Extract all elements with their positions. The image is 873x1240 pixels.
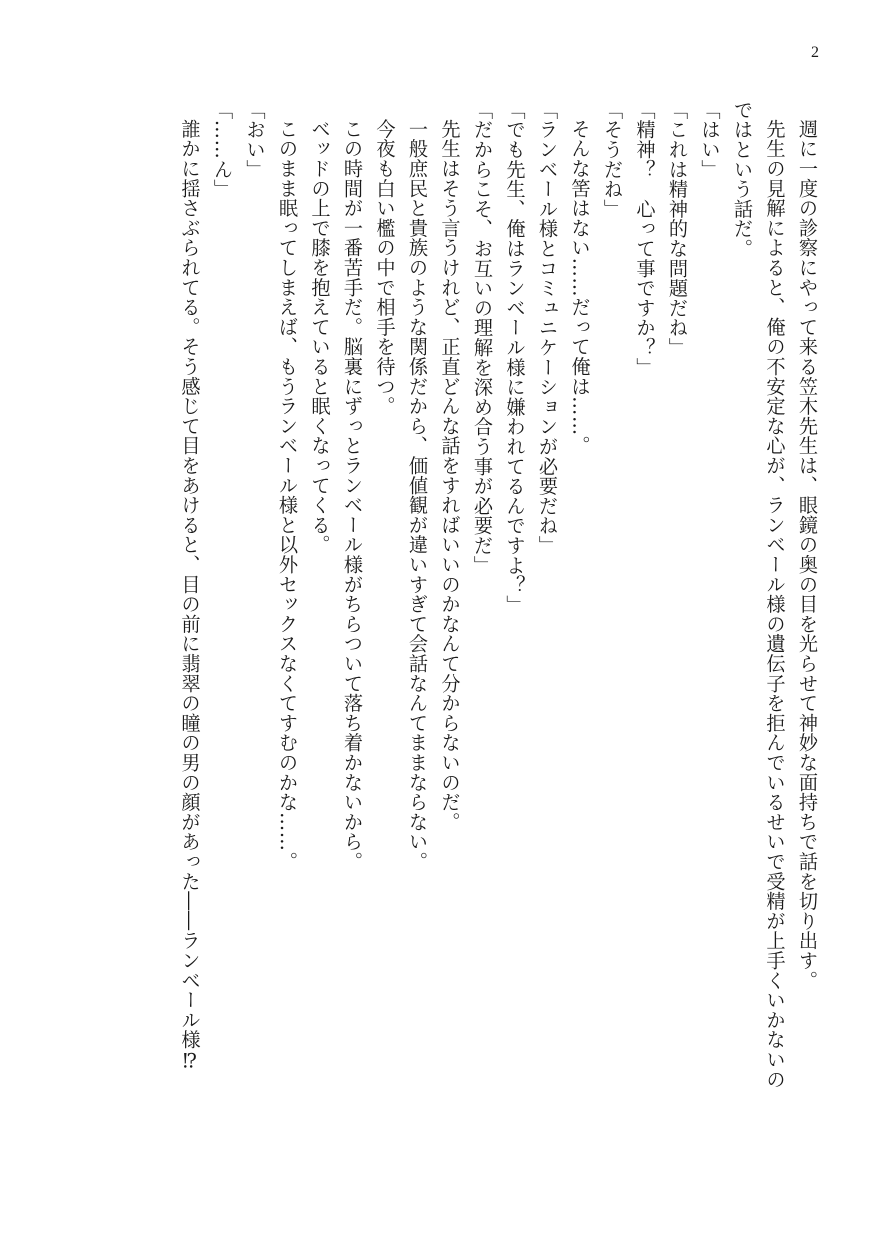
page-number: 2	[811, 44, 819, 61]
narration-line: ではという話だ。	[731, 100, 754, 259]
dialogue-line: 「これは精神的な問題だね」	[666, 100, 689, 358]
narration-line: この時間が一番苦手だ。脳裏にずっとランベール様がちらついて落ち着かないから。	[341, 119, 364, 872]
dialogue-line: 「だからこそ、お互いの理解を深め合う事が必要だ」	[471, 100, 494, 576]
narration-line: 先生の見解によると、俺の不安定な心が、ランベール様の遺伝子を拒んでいるせいで受精が上手くいかないの	[763, 119, 787, 1090]
dialogue-line: 「ランベール様とコミュニケーションが必要だね」	[536, 100, 559, 556]
narration-line: 今夜も白い檻の中で相手を待つ。	[373, 119, 397, 416]
narration-line: ベッドの上で膝を抱えていると眠くなってくる。	[308, 119, 332, 555]
narration-line: このまま眠ってしまえば、もうランベール様と以外セックスなくてすむのかな……。	[276, 119, 299, 872]
dialogue-line: 「そうだね」	[601, 100, 624, 219]
novel-text-body	[43, 100, 823, 1160]
narration-line: 誰かに揺さぶられてる。そう感じて目をあけると、目の前に翡翠の瞳の男の顔があった――ランベール様⁉	[178, 119, 202, 1074]
narration-line: 一般庶民と貴族のような関係だから、価値観が違いすぎて会話なんてままならない。	[406, 119, 429, 872]
dialogue-line: 「精神？ 心って事ですか？」	[633, 100, 657, 378]
dialogue-line: 「……ん」	[211, 100, 234, 199]
dialogue-line: 「でも先生、俺はランベール様に嫌われてるんですよ？」	[503, 100, 527, 615]
narration-line: 先生はそう言うけれど、正直どんな話をすればいいのかなんて分からないのだ。	[438, 119, 462, 832]
dialogue-line: 「はい」	[698, 100, 722, 180]
narration-line: 週に一度の診察にやって来る笠木先生は、眼鏡の奥の目を光らせて神妙な面持ちで話を切り出す。	[796, 119, 819, 991]
narration-line: そんな筈はない……だって俺は……。	[568, 119, 592, 456]
dialogue-line: 「おい」	[243, 100, 267, 180]
